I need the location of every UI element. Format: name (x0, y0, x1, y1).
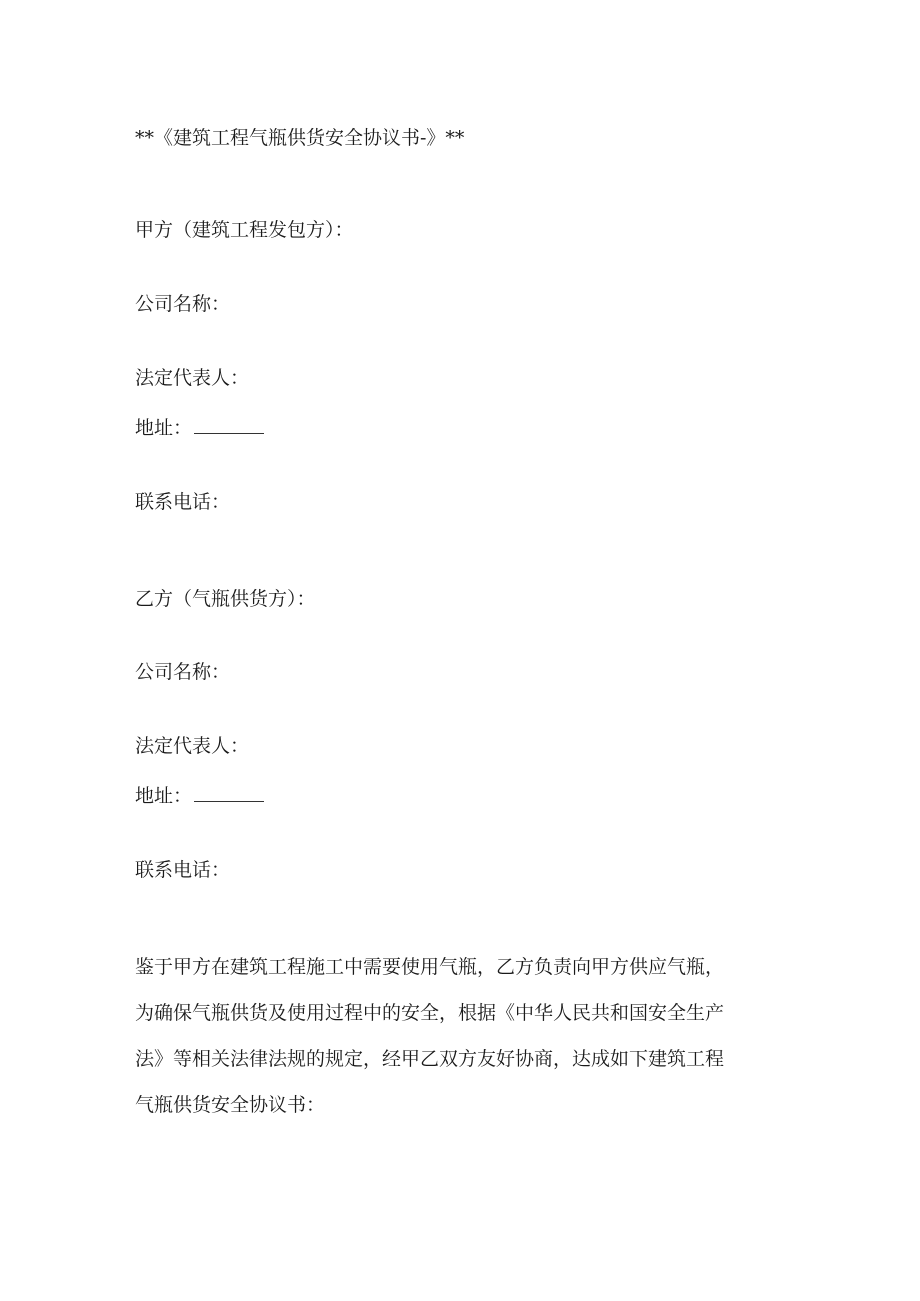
party-a-company-label: 公司名称： (135, 293, 231, 315)
preamble-line: 鉴于甲方在建筑工程施工中需要使用气瓶，乙方负责向甲方供应气瓶， (135, 956, 725, 978)
party-a-heading: 甲方（建筑工程发包方）： (135, 219, 354, 241)
preamble-line: 为确保气瓶供货及使用过程中的安全，根据《中华人民共和国安全生产 (135, 1002, 725, 1024)
party-b-address-blank (194, 785, 264, 802)
party-b-phone-label: 联系电话： (135, 859, 231, 881)
preamble-paragraph (135, 944, 765, 1128)
document-title: **《建筑工程气瓶供货安全协议书-》** (135, 127, 465, 149)
preamble-line: 法》等相关法律法规的规定，经甲乙双方友好协商，达成如下建筑工程 (135, 1048, 725, 1070)
party-a-rep-label: 法定代表人： (135, 367, 250, 389)
party-b-address-label: 地址： (135, 785, 193, 807)
party-b-company-label: 公司名称： (135, 661, 231, 683)
party-a-address-blank (194, 417, 264, 434)
party-a-phone-label: 联系电话： (135, 491, 231, 513)
party-a-address-row (135, 416, 264, 440)
party-b-rep-label: 法定代表人： (135, 735, 250, 757)
party-b-address-row (135, 784, 264, 808)
party-b-heading: 乙方（气瓶供货方）： (135, 588, 316, 610)
party-a-address-label: 地址： (135, 417, 193, 439)
preamble-line: 气瓶供货安全协议书： (135, 1094, 326, 1116)
